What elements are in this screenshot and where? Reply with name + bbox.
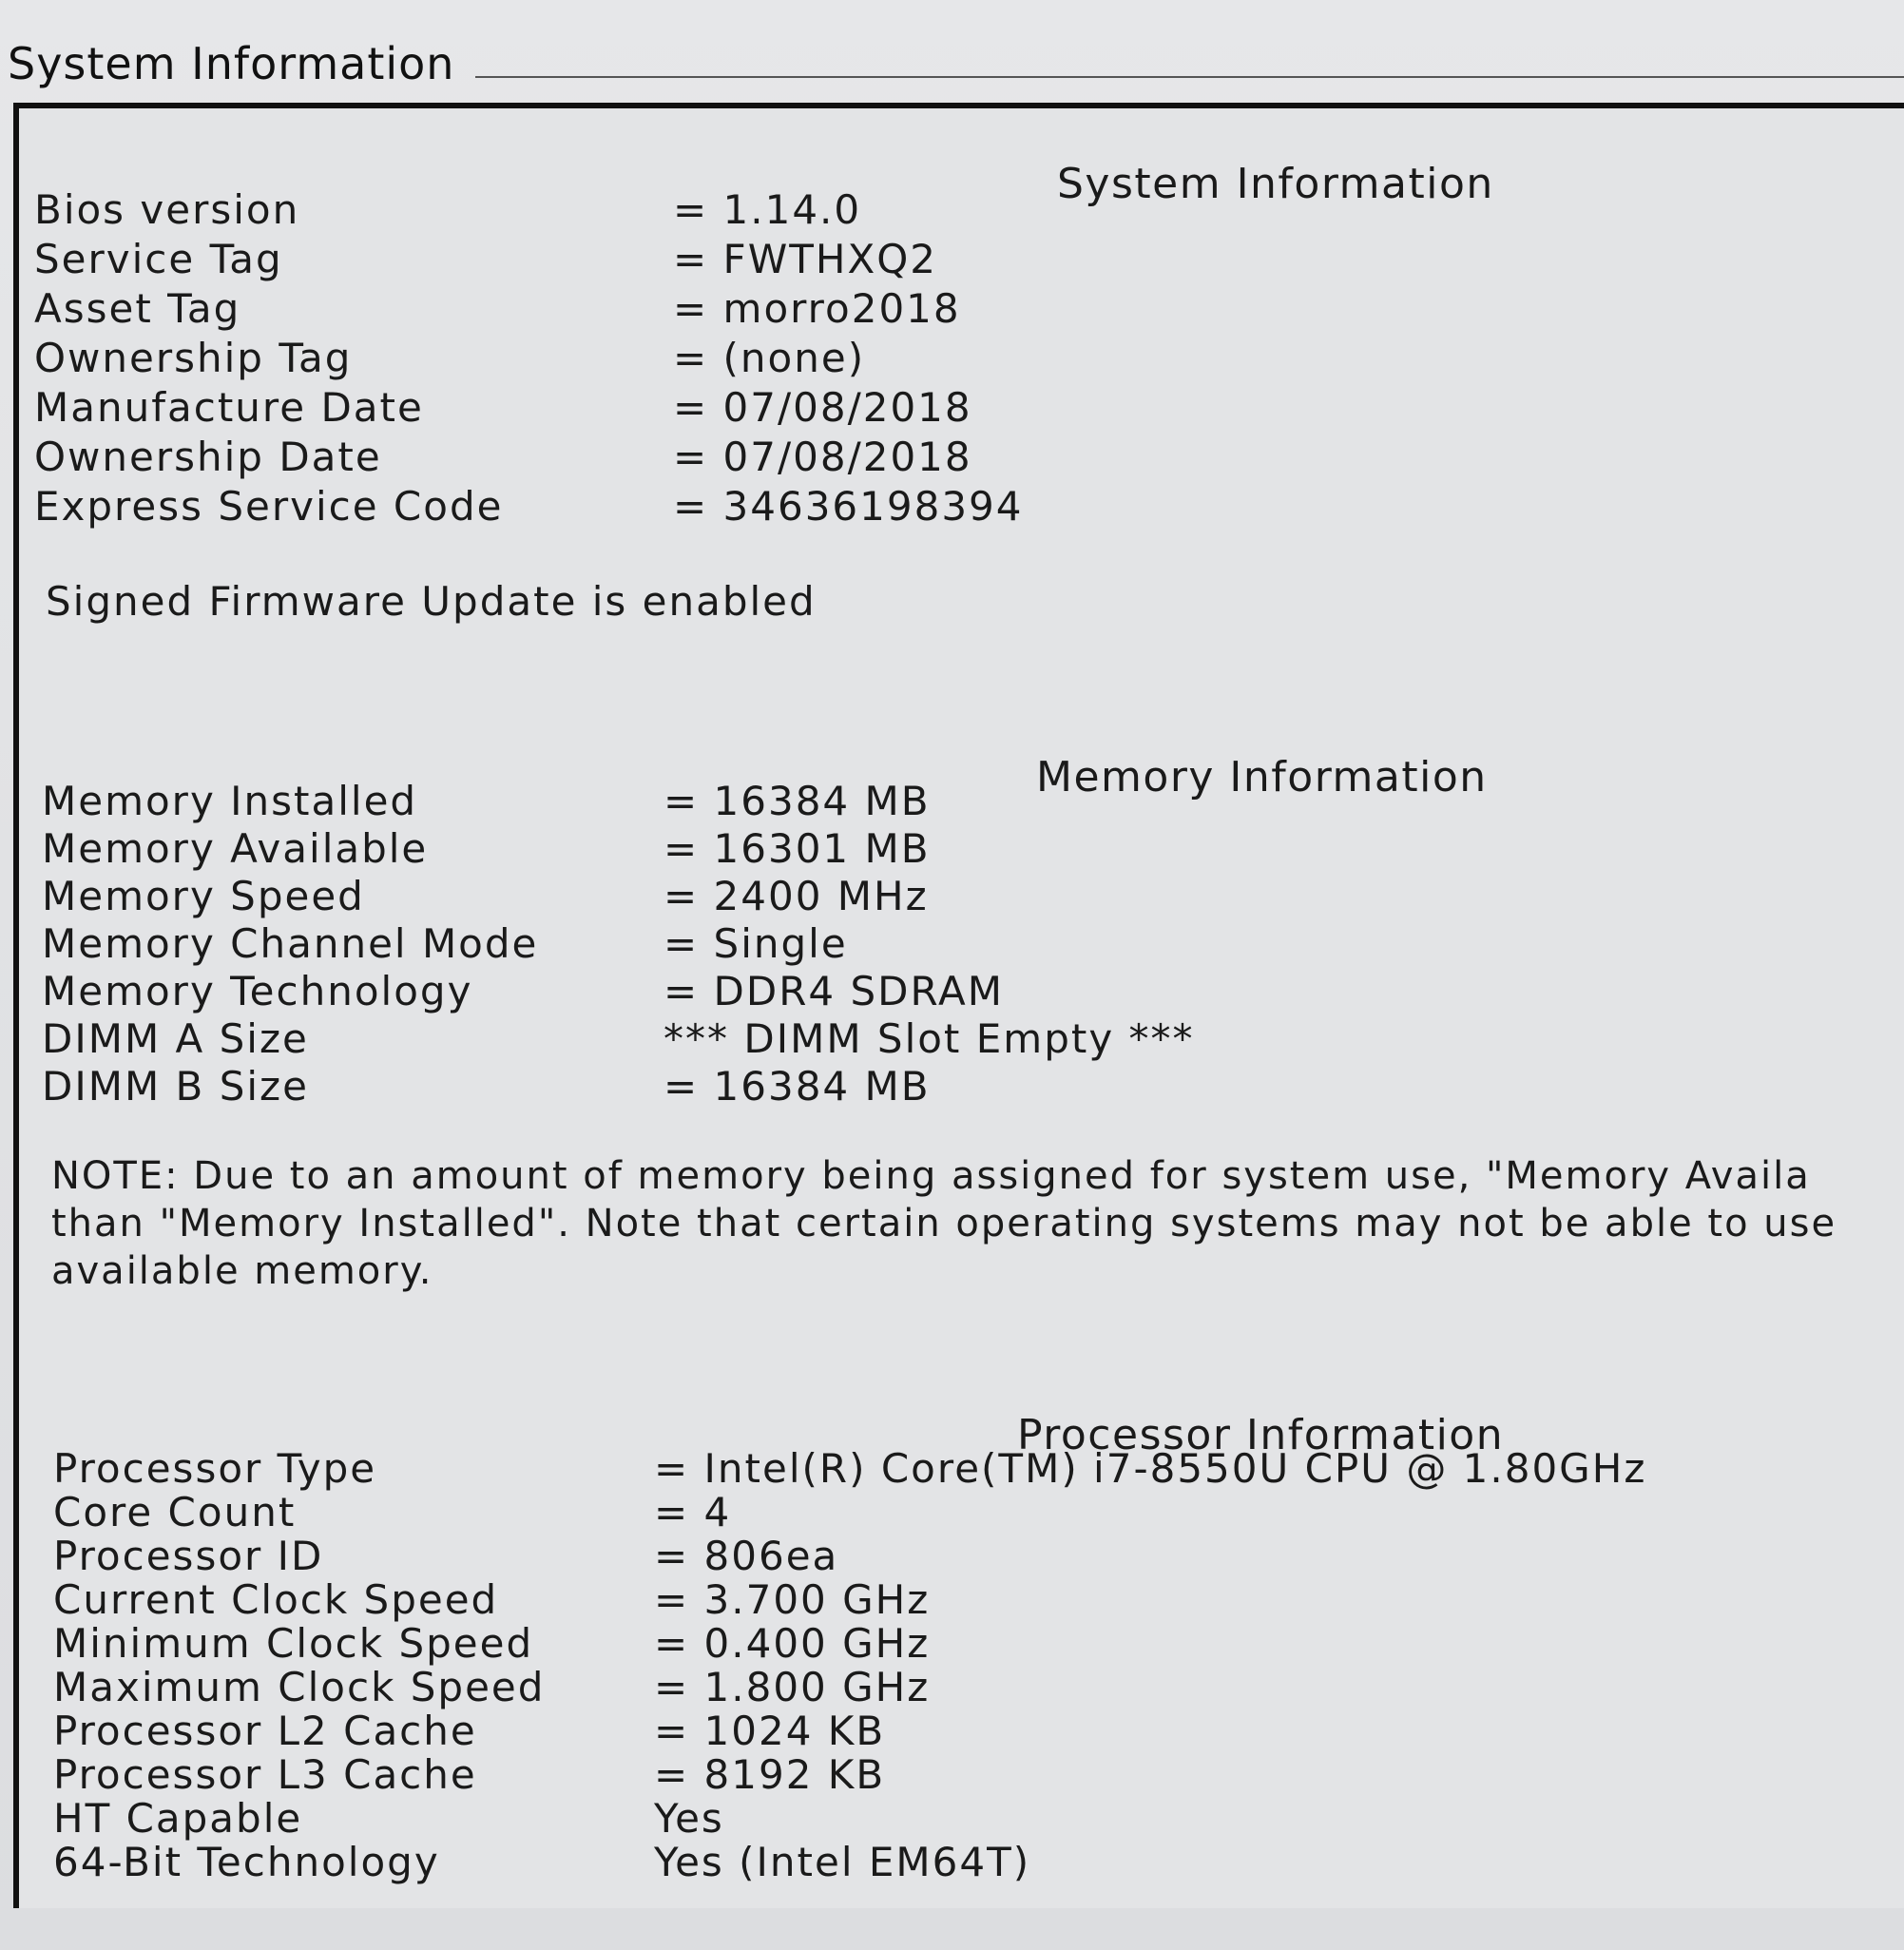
row-label: Ownership Tag [34,335,353,381]
row-value: = morro2018 [673,285,961,332]
processor-row-min-clock [19,1620,1882,1670]
processor-info-heading: Processor Information [1017,1411,1505,1459]
row-label: Processor Type [53,1445,377,1492]
row-label: Bios version [34,186,300,233]
row-label: DIMM B Size [42,1063,309,1110]
memory-row-technology [19,968,1882,1017]
row-label: 64-Bit Technology [53,1839,440,1885]
processor-row-core-count [19,1489,1882,1538]
system-info-heading: System Information [1057,160,1494,208]
row-value: = 4 [654,1489,732,1535]
row-value: = 1.800 GHz [654,1664,931,1710]
memory-note-line: available memory. [51,1249,433,1293]
memory-row-speed [19,873,1882,922]
system-row-ownership-date [19,434,1882,483]
memory-row-dimm-b [19,1063,1882,1112]
memory-note [51,1152,1904,1295]
row-value: = 3.700 GHz [654,1576,931,1623]
row-value: = (none) [673,335,866,381]
row-value: = 16384 MB [664,1063,931,1110]
row-label: Memory Channel Mode [42,920,539,967]
row-label: Manufacture Date [34,384,424,431]
memory-note-line: than "Memory Installed". Note that certain operating systems may not be able to use [51,1202,1837,1245]
row-label: HT Capable [53,1795,303,1842]
row-label: Ownership Date [34,434,382,480]
row-value: = 2400 MHz [664,873,929,919]
row-label: Processor L2 Cache [53,1708,477,1754]
row-label: Current Clock Speed [53,1576,499,1623]
row-label: Memory Available [42,825,429,872]
row-label: Core Count [53,1489,297,1535]
row-label: Asset Tag [34,285,241,332]
system-row-ownership-tag [19,335,1882,384]
system-row-bios [19,186,1882,236]
row-label: Memory Speed [42,873,365,919]
processor-row-current-clock [19,1576,1882,1626]
memory-note-line: NOTE: Due to an amount of memory being assigned for system use, "Memory Availa [51,1154,1811,1198]
system-row-express-service-code [19,483,1882,532]
processor-row-l3-cache [19,1751,1882,1801]
processor-row-ht-capable [19,1795,1882,1844]
processor-row-type [19,1445,1882,1495]
memory-row-channel-mode [19,920,1882,970]
row-value: = 0.400 GHz [654,1620,931,1667]
row-value: = 34636198394 [673,483,1024,530]
processor-row-64bit [19,1839,1882,1888]
firmware-status-text: Signed Firmware Update is enabled [46,578,817,625]
row-value: = DDR4 SDRAM [664,968,1004,1014]
memory-row-dimm-a [19,1015,1882,1065]
row-label: Memory Technology [42,968,473,1014]
row-value: = FWTHXQ2 [673,236,938,282]
row-label: DIMM A Size [42,1015,309,1062]
row-label: Minimum Clock Speed [53,1620,534,1667]
groupbox-divider [475,76,1904,78]
row-label: Maximum Clock Speed [53,1664,546,1710]
row-label: Express Service Code [34,483,504,530]
row-value: Yes [654,1795,724,1842]
row-value: = Single [664,920,848,967]
info-panel [13,103,1904,1908]
row-value: *** DIMM Slot Empty *** [664,1015,1195,1062]
processor-row-max-clock [19,1664,1882,1713]
processor-row-id [19,1533,1882,1582]
memory-row-available [19,825,1882,875]
row-value: = 16301 MB [664,825,931,872]
row-label: Processor L3 Cache [53,1751,477,1798]
row-value: = 1024 KB [654,1708,886,1754]
row-value: = 8192 KB [654,1751,886,1798]
row-value: = 1.14.0 [673,186,862,233]
row-value: = 806ea [654,1533,839,1579]
row-value: = 16384 MB [664,778,931,824]
row-value: = 07/08/2018 [673,384,972,431]
system-row-asset-tag [19,285,1882,335]
memory-row-installed [19,778,1882,827]
memory-info-heading: Memory Information [1036,753,1488,801]
row-value: Yes (Intel EM64T) [654,1839,1031,1885]
row-value: = 07/08/2018 [673,434,972,480]
system-row-manufacture-date [19,384,1882,434]
row-label: Memory Installed [42,778,418,824]
row-label: Service Tag [34,236,283,282]
system-row-service-tag [19,236,1882,285]
row-label: Processor ID [53,1533,324,1579]
processor-row-l2-cache [19,1708,1882,1757]
row-value: = Intel(R) Core(TM) i7-8550U CPU @ 1.80GHz [654,1445,1647,1492]
groupbox-title: System Information [8,38,455,89]
